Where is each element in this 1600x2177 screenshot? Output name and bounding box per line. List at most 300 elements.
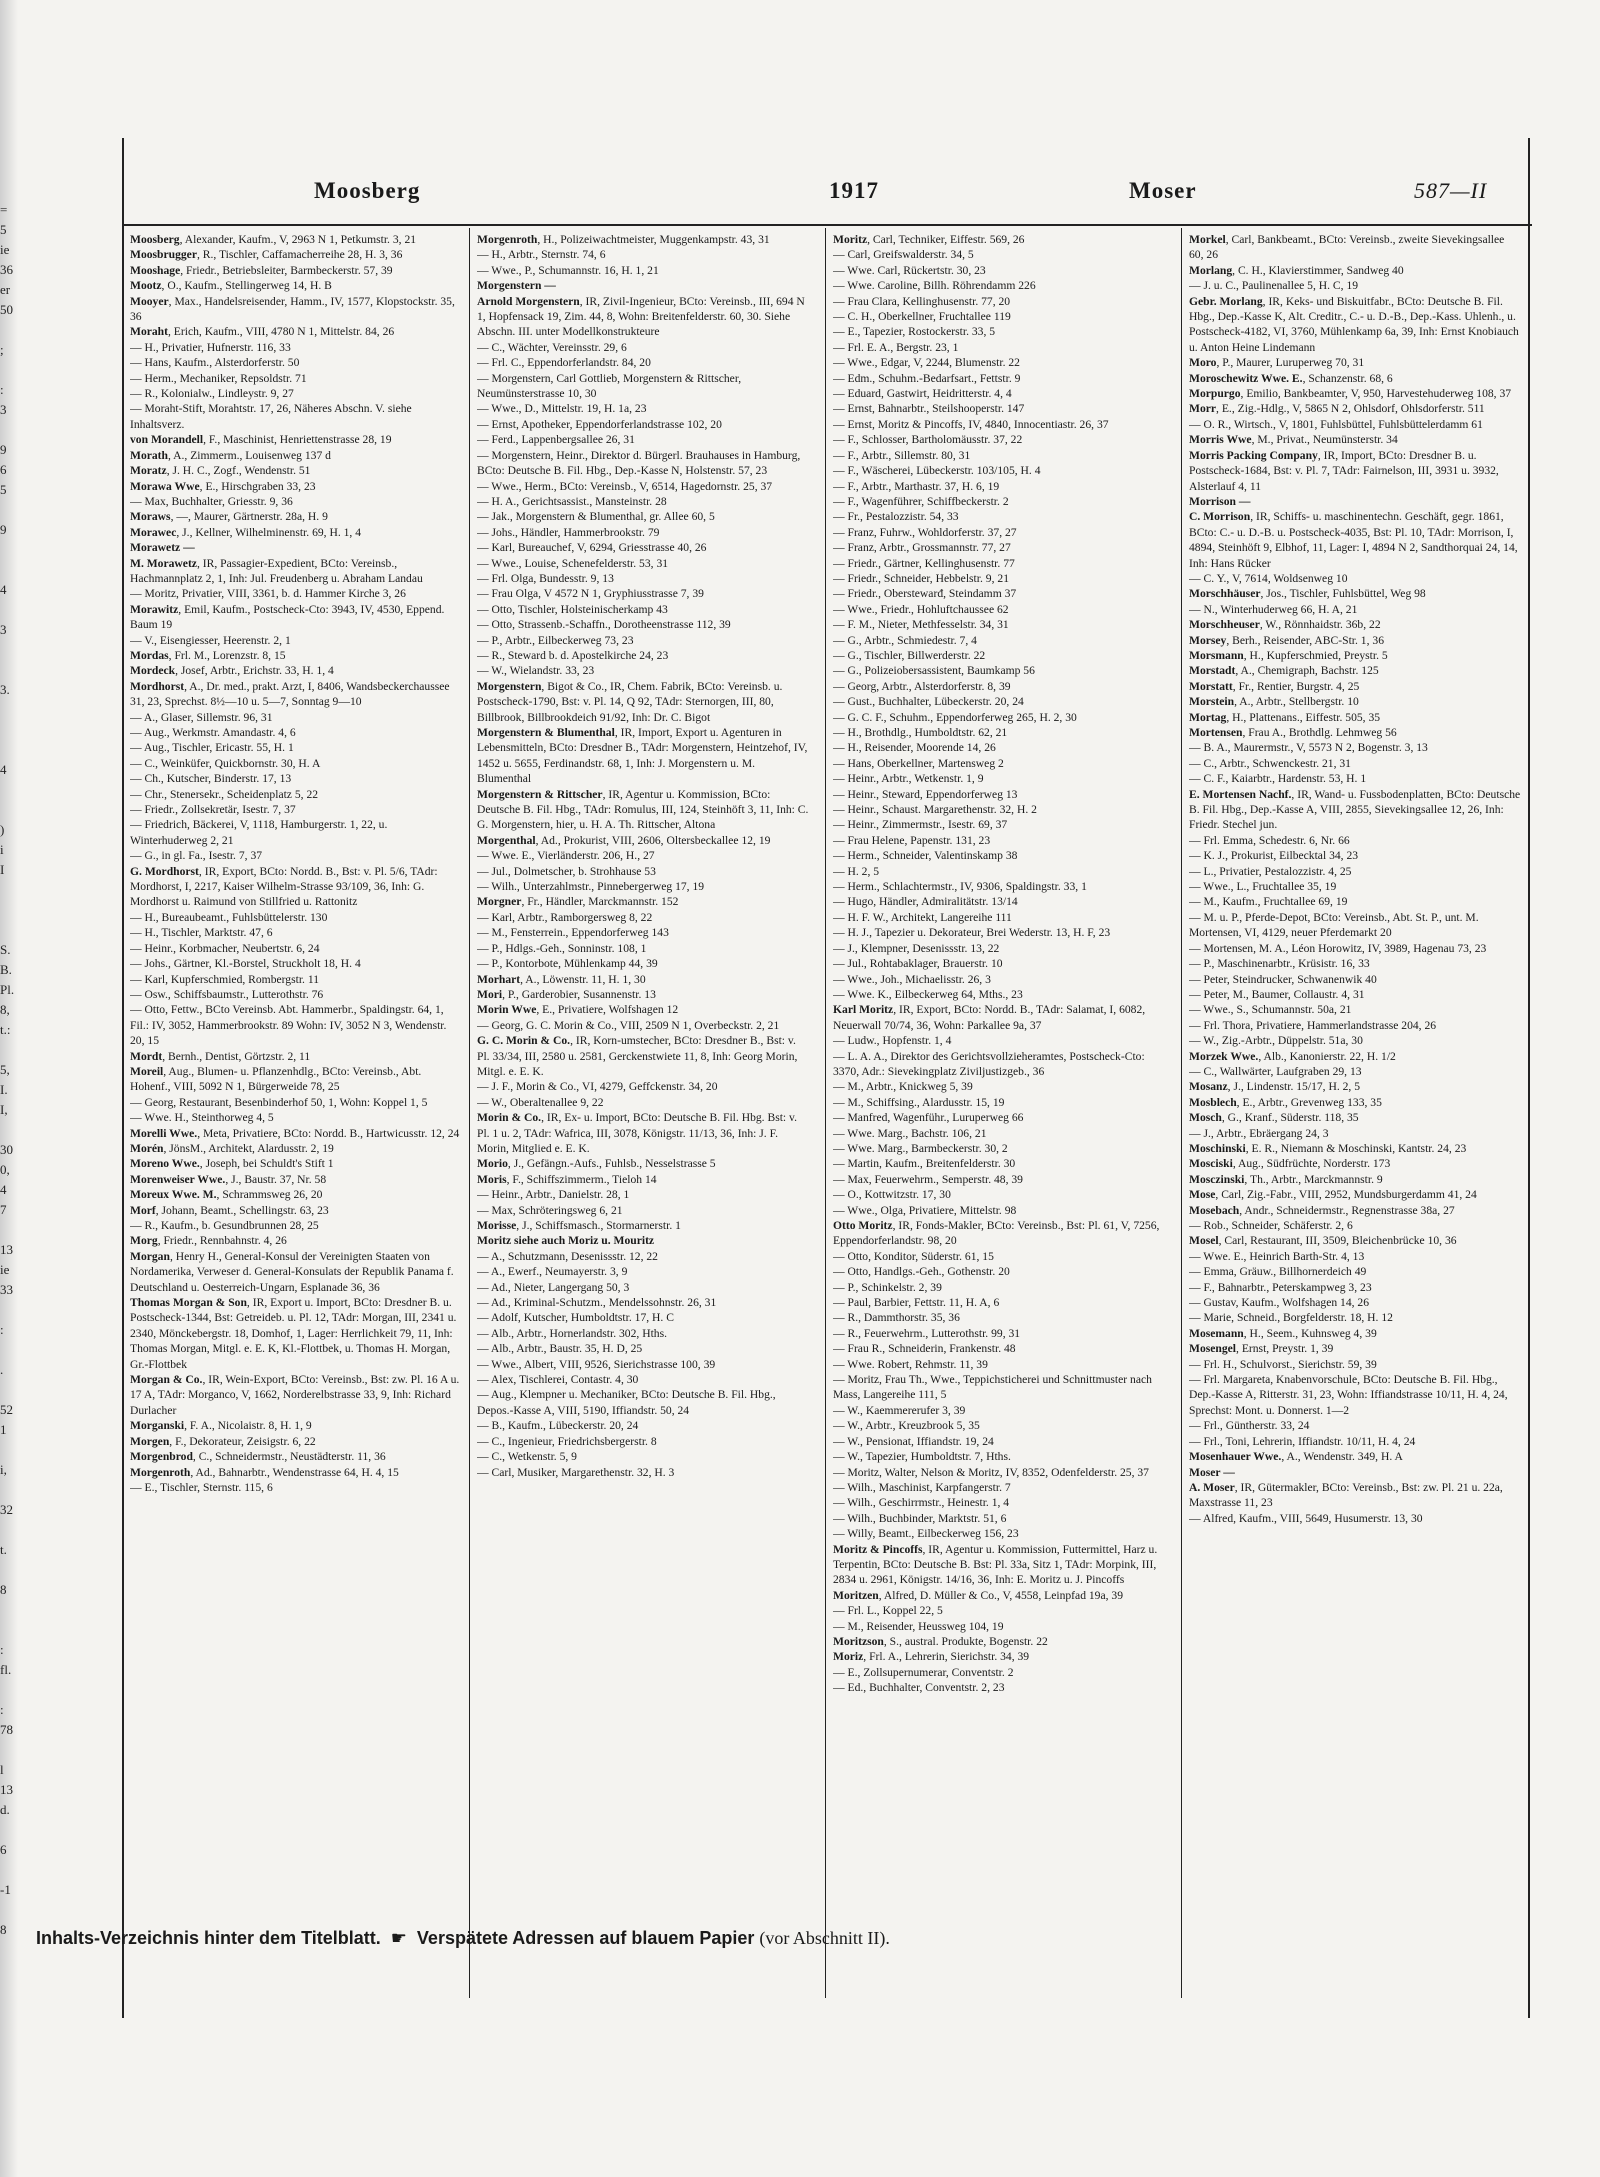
directory-entry: — F., Wäscherei, Lübeckerstr. 103/105, H. 4 — [833, 464, 1041, 478]
directory-entry: Morstadt, A., Chemigraph, Bachstr. 125 — [1189, 664, 1379, 678]
directory-entry: — Wilh., Geschirrmstr., Heinestr. 1, 4 — [833, 1496, 1010, 1510]
directory-entry: — Aug., Tischler, Ericastr. 55, H. 1 — [130, 741, 294, 755]
directory-entry: — Moritz, Privatier, VIII, 3361, b. d. Hammer Kirche 3, 26 — [130, 587, 406, 601]
directory-entry: Mootz, O., Kaufm., Stellingerweg 14, H. B — [130, 279, 332, 293]
directory-entry: — C. H., Oberkellner, Fruchtallee 119 — [833, 310, 1011, 324]
fragment-line — [0, 740, 24, 760]
directory-entry: Moratz, J. H. C., Zogf., Wendenstr. 51 — [130, 464, 311, 478]
fragment-line — [0, 540, 24, 560]
page-number: 587—II — [1414, 178, 1488, 203]
directory-entry: — R., Feuerwehrm., Lutterothstr. 99, 31 — [833, 1326, 1021, 1340]
directory-entry: — Paul, Barbier, Fettstr. 11, H. A, 6 — [833, 1296, 1000, 1310]
directory-entry: Mordas, Frl. M., Lorenzstr. 8, 15 — [130, 648, 286, 662]
footer-index-note: Inhalts-Verzeichnis hinter dem Titelblatt. — [36, 1928, 381, 1948]
directory-entry: — H. F. W., Architekt, Langereihe 111 — [833, 910, 1012, 924]
directory-entry: — H., Arbtr., Sternstr. 74, 6 — [477, 248, 606, 262]
directory-entry: Morschhäuser, Jos., Tischler, Fuhlsbüttel, Weg 98 — [1189, 587, 1426, 601]
fragment-line: I, — [0, 1102, 8, 1117]
pointing-hand-icon: ☛ — [385, 1928, 412, 1948]
directory-entry: Mooshage, Friedr., Betriebsleiter, Barmbeckerstr. 57, 39 — [130, 263, 393, 277]
directory-entry: — R., Dammthorstr. 35, 36 — [833, 1311, 960, 1325]
fragment-line — [0, 880, 24, 900]
directory-entry: — Heinr., Schaust. Margarethenstr. 32, H. 2 — [833, 803, 1037, 817]
directory-entry: — G., Polizeiobersassistent, Baumkamp 56 — [833, 664, 1035, 678]
directory-entry: — Herm., Schneider, Valentinskamp 38 — [833, 849, 1018, 863]
column-1 — [130, 232, 462, 1992]
directory-entry: — Rob., Schneider, Schäferstr. 2, 6 — [1189, 1219, 1353, 1232]
fragment-line: 0, — [0, 1162, 10, 1177]
directory-entry: — J. F., Morin & Co., VI, 4279, Geffckenstr. 34, 20 — [477, 1080, 718, 1094]
directory-entry: — Hans, Kaufm., Alsterdorferstr. 50 — [130, 356, 300, 370]
directory-entry: Morawa Wwe, E., Hirschgraben 33, 23 — [130, 479, 316, 493]
directory-entry: — Wwe., S., Schumannstr. 50a, 21 — [1189, 1003, 1352, 1017]
directory-entry: — L. A. A., Direktor des Gerichtsvollzieheramtes, Postscheck-Cto: 3370, Adr.: Sievekingplatz Ziviljustizgeb., 36 — [833, 1049, 1145, 1078]
directory-entry: — Wwe., D., Mittelstr. 19, H. 1a, 23 — [477, 402, 647, 416]
directory-entry: — Adolf, Kutscher, Humboldtstr. 17, H. C — [477, 1311, 674, 1325]
fragment-line: 3 — [0, 402, 7, 417]
fragment-line — [0, 780, 24, 800]
directory-entry: — O. R., Wirtsch., V, 1801, Fuhlsbüttel, Fuhlsbüttelerdamm 61 — [1189, 417, 1483, 431]
fragment-line — [0, 1680, 24, 1700]
directory-entry: Morawetz — — [130, 541, 195, 555]
fragment-line: 13 — [0, 1782, 13, 1797]
directory-entry: Morgan & Co., IR, Wein-Export, BCto: Vereinsb., Bst: zw. Pl. 16 A u. 17 A, TAdr: Morganco, V, 1662, Norderelbstrasse 33, 9, Inh: Richard Durlacher — [130, 1373, 460, 1417]
fragment-line: ie — [0, 242, 10, 257]
directory-entry: — C. F., Kaiarbtr., Hardenstr. 53, H. 1 — [1189, 772, 1367, 786]
directory-entry: Moser — — [1189, 1465, 1235, 1479]
directory-entry: Morkel, Carl, Bankbeamt., BCto: Vereinsb., zweite Sievekingsallee 60, 26 — [1189, 233, 1505, 262]
fragment-line: d. — [0, 1802, 10, 1817]
directory-entry: Moritz & Pincoffs, IR, Agentur u. Kommission, Futtermittel, Harz u. Terpentin, BCto: Deutsche B. Bst: Pl. 33a, Sitz 1, TAdr: Morpink, III, 2834 u. 2961, Königstr. 14/16, 36, Inh: E. Moritz u. J. Pincoffs — [833, 1542, 1158, 1587]
directory-entry: Morzek Wwe., Alb., Kanonierstr. 22, H. 1/2 — [1189, 1049, 1396, 1063]
fragment-line: 4 — [0, 1182, 7, 1197]
directory-entry: — A., Glaser, Sillemstr. 96, 31 — [130, 710, 273, 724]
directory-entry: von Morandell, F., Maschinist, Henriettenstrasse 28, 19 — [130, 433, 392, 447]
directory-entry: — Friedrich, Bäckerei, V, 1118, Hamburgerstr. 1, 22, u. Winterhuderweg 2, 21 — [130, 818, 388, 847]
directory-entry: — Chr., Stenersekr., Scheidenplatz 5, 22 — [130, 787, 319, 801]
fragment-line: ) — [0, 822, 5, 837]
directory-entry: Morgenbrod, C., Schneidermstr., Neustädterstr. 11, 36 — [130, 1450, 386, 1464]
directory-entry: Moritzson, S., austral. Produkte, Bogenstr. 22 — [833, 1634, 1048, 1648]
directory-entry: — Friedr., Gärtner, Kellinghusenstr. 77 — [833, 556, 1015, 570]
directory-entry: — M., Schiffsing., Alardusstr. 15, 19 — [833, 1095, 1005, 1109]
directory-entry: — J., Arbtr., Ebräergang 24, 3 — [1189, 1126, 1329, 1140]
footer-late-addresses: Verspätete Adressen auf blauem Papier — [416, 1928, 755, 1948]
directory-entry: — K. J., Prokurist, Eilbecktal 34, 23 — [1189, 849, 1359, 863]
fragment-line — [0, 1860, 24, 1880]
fragment-line: B. — [0, 962, 12, 977]
fragment-line: 8, — [0, 1002, 10, 1017]
directory-entry: — H., Privatier, Hufnerstr. 116, 33 — [130, 340, 291, 354]
directory-entry: — Alb., Arbtr., Baustr. 35, H. D, 25 — [477, 1342, 643, 1356]
directory-entry: — Ad., Nieter, Langergang 50, 3 — [477, 1280, 630, 1294]
directory-entry: Morio, J., Gefängn.-Aufs., Fuhlsb., Nesselstrasse 5 — [477, 1157, 716, 1171]
directory-entry: — Wwe., Louise, Schenefelderstr. 53, 31 — [477, 556, 669, 570]
directory-entry: — Alb., Arbtr., Hornerlandstr. 302, Hths. — [477, 1326, 667, 1340]
directory-entry: — Wwe. Robert, Rehmstr. 11, 39 — [833, 1357, 988, 1371]
fragment-line: 9 — [0, 522, 7, 537]
directory-entry: Morenweiser Wwe., J., Baustr. 37, Nr. 58 — [130, 1172, 327, 1186]
directory-entry: — Wilh., Unterzahlmstr., Pinnebergerweg 17, 19 — [477, 880, 705, 894]
fragment-line: : — [0, 1322, 4, 1337]
fragment-line: fl. — [0, 1662, 12, 1677]
directory-entry: — Frau Olga, V 4572 N 1, Gryphiusstrasse 7, 39 — [477, 587, 704, 601]
directory-entry: — H., Tischler, Marktstr. 47, 6 — [130, 926, 273, 940]
fragment-line: 5, — [0, 1062, 10, 1077]
directory-entry: Morelli Wwe., Meta, Privatiere, BCto: Nordd. B., Hartwicusstr. 12, 24 — [130, 1126, 460, 1140]
directory-entry: — Jul., Rohtabaklager, Brauerstr. 10 — [833, 957, 1003, 971]
directory-entry: Morén, JönsM., Architekt, Alardusstr. 2, 19 — [130, 1141, 334, 1155]
directory-entry: — W., Oberaltenallee 9, 22 — [477, 1095, 604, 1109]
page-header — [124, 178, 1532, 218]
directory-entry: Morstatt, Fr., Rentier, Burgstr. 4, 25 — [1189, 679, 1360, 693]
directory-entry: — Wwe., Albert, VIII, 9526, Sierichstrasse 100, 39 — [477, 1357, 716, 1371]
fragment-line — [0, 800, 24, 820]
fragment-line — [0, 1520, 24, 1540]
directory-entry: — M., Reisender, Heussweg 104, 19 — [833, 1619, 1004, 1633]
directory-entry: Thomas Morgan & Son, IR, Export u. Import, BCto: Dresdner B. u. Postscheck-1344, Bst: Getreideb. u. Pl. 12, TAdr: Morgan, III, 2341 u. 2340, Mönckebergstr. 18, Domhof, 1, Lager: Herrlichkeit 79, 11, Inh: Thomas Morgan, Mitgl. e. E. K, Kl.-Flottbek, u. Thomas H. Morgan, Gr.-Flottbek — [130, 1296, 457, 1371]
directory-entry: — Moritz, Frau Th., Wwe., Teppichsticherei und Schnittmuster nach Mass, Langereihe 111, 5 — [833, 1373, 1152, 1402]
directory-entry: Morgen, F., Dekorateur, Zeisigstr. 6, 22 — [130, 1434, 316, 1448]
fragment-line: l — [0, 1762, 4, 1777]
directory-entry: — Ludw., Hopfenstr. 1, 4 — [833, 1034, 952, 1048]
directory-entry: — Jul., Dolmetscher, b. Strohhause 53 — [477, 864, 656, 878]
column-divider — [825, 228, 826, 1998]
directory-entry: — Ernst, Moritz & Pincoffs, IV, 4840, Innocentiastr. 26, 37 — [833, 417, 1109, 431]
directory-entry: Morris Wwe, M., Privat., Neumünsterstr. 34 — [1189, 433, 1398, 447]
directory-entry: — Wwe. Marg., Bachstr. 106, 21 — [833, 1126, 987, 1140]
directory-entry: Moroschewitz Wwe. E., Schanzenstr. 68, 6 — [1189, 371, 1393, 385]
directory-entry: — Frau Helene, Papenstr. 131, 23 — [833, 833, 991, 847]
directory-entry: — Friedr., Zollsekretär, Isestr. 7, 37 — [130, 803, 296, 817]
fragment-line — [0, 660, 24, 680]
directory-page — [124, 140, 1532, 2110]
directory-entry: — Herm., Mechaniker, Repsoldstr. 71 — [130, 371, 307, 385]
column-2 — [477, 232, 809, 1992]
fragment-line: i, — [0, 1462, 7, 1477]
directory-entry: — W., Arbtr., Kreuzbrook 5, 35 — [833, 1419, 980, 1433]
directory-entry: — Wwe., Joh., Michaelisstr. 26, 3 — [833, 972, 991, 986]
fragment-line: : — [0, 1642, 4, 1657]
directory-entry: Mosebach, Andr., Schneidermstr., Regnenstrasse 38a, 27 — [1189, 1203, 1455, 1217]
fragment-line: 50 — [0, 302, 13, 317]
directory-entry: — Georg, Arbtr., Alsterdorferstr. 8, 39 — [833, 679, 1011, 693]
fragment-line: 6 — [0, 462, 7, 477]
directory-entry: — Frl. Thora, Privatiere, Hammerlandstrasse 204, 26 — [1189, 1018, 1437, 1032]
directory-entry: — V., Eisengiesser, Heerenstr. 2, 1 — [130, 633, 291, 647]
directory-entry: Morath, A., Zimmerm., Louisenweg 137 d — [130, 448, 331, 462]
directory-entry: — H., Brothdlg., Humboldtstr. 62, 21 — [833, 726, 1008, 739]
directory-entry: Mordt, Bernh., Dentist, Görtzstr. 2, 11 — [130, 1049, 311, 1063]
directory-entry: — Frl., Güntherstr. 33, 24 — [1189, 1419, 1310, 1433]
directory-entry: — Frl. Margareta, Knabenvorschule, BCto: Deutsche B. Fil. Hbg., Dep.-Kasse A, Ritterstr. 31, 23, Wohn: Iffiandstrasse 10/11, H. 4, 24, Sprechst: Mont. u. Donnerst. 1—2 — [1189, 1373, 1508, 1417]
directory-entry: Moraws, —, Maurer, Gärtnerstr. 28a, H. 9 — [130, 510, 328, 524]
directory-entry: — Wilh., Maschinist, Karpfangerstr. 7 — [833, 1480, 1011, 1494]
directory-entry: — H., Bureaubeamt., Fuhlsbüttelerstr. 130 — [130, 910, 328, 924]
directory-entry: — Wwe. Carl, Rückertstr. 30, 23 — [833, 263, 986, 277]
directory-entry: — Aug., Klempner u. Mechaniker, BCto: Deutsche B. Fil. Hbg., Depos.-Kasse A, VIII, 5190, Iffiandstr. 50, 24 — [477, 1388, 776, 1417]
fragment-line: 8 — [0, 1922, 7, 1937]
directory-entry: — E., Zollsupernumerar, Conventstr. 2 — [833, 1665, 1014, 1679]
directory-entry: C. Morrison, IR, Schiffs- u. maschinentechn. Geschäft, gegr. 1861, BCto: C.- u. D.-B. u. Postscheck-4035, Bst: Pl. 10, TAdr: Morrison, I, 4894, Steinhöft 9, Elbhof, 11, Lager: I, 4894 N 2, Sandthorquai 24, 14, Inh: Hans Rücker — [1189, 510, 1518, 570]
directory-entry: — C. Y., V, 7614, Woldsenweg 10 — [1189, 571, 1348, 585]
directory-entry: Morawitz, Emil, Kaufm., Postscheck-Cto: 3943, IV, 4530, Eppend. Baum 19 — [130, 602, 445, 632]
directory-entry: — A., Ewerf., Neumayerstr. 3, 9 — [477, 1265, 628, 1279]
directory-entry: Morawec, J., Kellner, Wilhelminenstr. 69, H. 1, 4 — [130, 525, 362, 539]
header-first-name: Moosberg — [314, 178, 421, 203]
directory-entry: — Morgenstern, Carl Gottlieb, Morgenstern & Rittscher, Neumünsterstrasse 10, 30 — [477, 371, 742, 401]
directory-entry: — C., Wallwärter, Laufgraben 29, 13 — [1189, 1064, 1362, 1078]
directory-entry: Morisse, J., Schiffsmasch., Stormarnerstr. 1 — [477, 1219, 681, 1232]
directory-entry: Mordeck, Josef, Arbtr., Erichstr. 33, H. 1, 4 — [130, 664, 334, 678]
directory-entry: — Carl, Greifswalderstr. 34, 5 — [833, 248, 974, 262]
directory-entry: — Alfred, Kaufm., VIII, 5649, Husumerstr. 13, 30 — [1189, 1511, 1423, 1525]
directory-entry: — Ernst, Bahnarbtr., Steilshooperstr. 147 — [833, 402, 1025, 416]
directory-entry: — M., Arbtr., Knickweg 5, 39 — [833, 1080, 973, 1094]
directory-entry: Moris, F., Schiffszimmerm., Tieloh 14 — [477, 1172, 657, 1186]
fragment-line — [0, 420, 24, 440]
fragment-line — [0, 1440, 24, 1460]
directory-entry: Morr, E., Zig.-Hdlg., V, 5865 N 2, Ohlsdorf, Ohlsdorferstr. 511 — [1189, 402, 1485, 416]
directory-entry: — Herm., Schlachtermstr., IV, 9306, Spaldingstr. 33, 1 — [833, 880, 1087, 894]
fragment-line: 7 — [0, 1202, 7, 1217]
fragment-line — [0, 640, 24, 660]
directory-entry: Mosciski, Aug., Südfrüchte, Norderstr. 173 — [1189, 1157, 1391, 1171]
directory-entry: — Wwe. H., Steinthorweg 4, 5 — [130, 1111, 274, 1125]
column-4 — [1189, 232, 1521, 1992]
directory-entry: Morgner, Fr., Händler, Marckmannstr. 152 — [477, 895, 679, 909]
directory-entry: — Alex, Tischlerei, Contastr. 4, 30 — [477, 1373, 639, 1387]
header-rule — [124, 224, 1532, 226]
directory-entry: Mordhorst, A., Dr. med., prakt. Arzt, I, 8406, Wandsbeckerchaussee 31, 23, Sprechst. 8½—10 u. 5—7, Sonntag 9—10 — [130, 679, 450, 709]
directory-entry: — Otto, Konditor, Süderstr. 61, 15 — [833, 1249, 994, 1263]
fragment-line — [0, 1480, 24, 1500]
directory-entry: Morrison — — [1189, 494, 1251, 508]
directory-entry: — F. M., Nieter, Methfesselstr. 34, 31 — [833, 618, 1009, 632]
fragment-line: 36 — [0, 262, 13, 277]
directory-entry: Morg, Friedr., Rennbahnstr. 4, 26 — [130, 1234, 287, 1248]
directory-entry: — P., Schinkelstr. 2, 39 — [833, 1280, 942, 1294]
directory-entry: Mosczinski, Th., Arbtr., Marckmannstr. 9 — [1189, 1172, 1383, 1186]
fragment-line — [0, 700, 24, 720]
fragment-line: . — [0, 1362, 4, 1377]
directory-entry: Morgenroth, Ad., Bahnarbtr., Wendenstrasse 64, H. 4, 15 — [130, 1465, 399, 1479]
directory-entry: Mose, Carl, Zig.-Fabr., VIII, 2952, Mundsburgerdamm 41, 24 — [1189, 1188, 1477, 1202]
directory-entry: Morstein, A., Arbtr., Stellbergstr. 10 — [1189, 695, 1359, 709]
directory-entry: — J., Klempner, Desenissstr. 13, 22 — [833, 941, 1000, 955]
directory-entry: Morin Wwe, E., Privatiere, Wolfshagen 12 — [477, 1003, 679, 1017]
fragment-line: I — [0, 862, 5, 877]
directory-entry: — R., Steward b. d. Apostelkirche 24, 23 — [477, 648, 669, 662]
directory-entry: — Otto, Tischler, Holsteinischerkamp 43 — [477, 602, 668, 616]
directory-entry: — Frl. E. A., Bergstr. 23, 1 — [833, 340, 959, 354]
fragment-line — [0, 320, 24, 340]
directory-entry: — Frl. Emma, Schedestr. 6, Nr. 66 — [1189, 833, 1350, 847]
directory-entry: — Frau Clara, Kellinghusenstr. 77, 20 — [833, 294, 1011, 308]
fragment-line — [0, 500, 24, 520]
fragment-line: 32 — [0, 1502, 13, 1517]
directory-entry: Morlang, C. H., Klavierstimmer, Sandweg 40 — [1189, 263, 1404, 277]
directory-entry: — Wwe. E., Heinrich Barth-Str. 4, 13 — [1189, 1249, 1365, 1263]
fragment-line — [0, 1040, 24, 1060]
directory-entry: Moro, P., Maurer, Luruperweg 70, 31 — [1189, 356, 1365, 370]
directory-entry: — Morgenstern, Heinr., Direktor d. Bürgerl. Brauhauses in Hamburg, BCto: Deutsche B. Fil. Hbg., Dep.-Kasse N, Holstenstr. 57, 23 — [477, 448, 801, 478]
directory-entry: G. C. Morin & Co., IR, Korn-umstecher, BCto: Dresdner B., Bst: v. Pl. 33/34, III, 2580 u. 2581, Gerckenstwiete 11, 8, Inh: Georg Morin, Mitgl. e. E. K. — [477, 1034, 798, 1078]
directory-entry: — Wwe. Marg., Barmbeckerstr. 30, 2 — [833, 1141, 1008, 1155]
directory-entry: — Frl. L., Koppel 22, 5 — [833, 1604, 943, 1618]
directory-entry: Morschheuser, W., Rönnhaidstr. 36b, 22 — [1189, 618, 1381, 632]
directory-entry: Morhart, A., Löwenstr. 11, H. 1, 30 — [477, 972, 646, 986]
fragment-line: 9 — [0, 442, 7, 457]
directory-entry: Mosemann, H., Seem., Kuhnsweg 4, 39 — [1189, 1326, 1377, 1340]
directory-entry: — Willy, Beamt., Eilbeckerweg 156, 23 — [833, 1527, 1019, 1541]
directory-entry: — Ad., Kriminal-Schutzm., Mendelssohnstr. 26, 31 — [477, 1296, 717, 1310]
fragment-line: 1 — [0, 1422, 7, 1437]
directory-entry: — N., Winterhuderweg 66, H. A, 21 — [1189, 602, 1358, 616]
column-divider — [469, 228, 470, 1998]
directory-entry: Mortensen, Frau A., Brothdlg. Lehmweg 56 — [1189, 726, 1397, 739]
directory-entry: — E., Tapezier, Rostockerstr. 33, 5 — [833, 325, 996, 339]
fragment-line — [0, 900, 24, 920]
directory-entry: — Moritz, Walter, Nelson & Moritz, IV, 8352, Odenfelderstr. 25, 37 — [833, 1465, 1149, 1479]
directory-entry: — Friedr., Schneider, Hebbelstr. 9, 21 — [833, 571, 1009, 585]
directory-entry: — C., Wetkenstr. 5, 9 — [477, 1450, 577, 1464]
fragment-line — [0, 920, 24, 940]
directory-entry: — W., Zig.-Arbtr., Düppelstr. 51a, 30 — [1189, 1034, 1363, 1048]
page-border-left — [122, 138, 124, 2018]
fragment-line — [0, 1620, 24, 1640]
directory-entry: — Ernst, Apotheker, Eppendorferlandstrasse 102, 20 — [477, 417, 722, 431]
directory-entry: — Wwe. Caroline, Billh. Röhrendamm 226 — [833, 279, 1036, 293]
fragment-line: 3. — [0, 682, 10, 697]
fragment-line — [0, 1340, 24, 1360]
directory-entry: Morin & Co., IR, Ex- u. Import, BCto: Deutsche B. Fil. Hbg. Bst: v. Pl. 1 u. 2, TAdr: Wafrica, III, 3078, Königstr. 11/13, 36, Inh: J. F. Morin, Mitglied e. E. K. — [477, 1111, 797, 1155]
fragment-line: ie — [0, 1262, 10, 1277]
directory-entry: — G., in gl. Fa., Isestr. 7, 37 — [130, 849, 263, 863]
directory-entry: — Friedr., Oberstewarđ, Steindamm 37 — [833, 587, 1017, 601]
fragment-line — [0, 1740, 24, 1760]
directory-entry: Morganski, F. A., Nicolaistr. 8, H. 1, 9 — [130, 1419, 312, 1433]
directory-entry: — Wwe. E., Vierländerstr. 206, H., 27 — [477, 849, 655, 863]
directory-entry: Mosenhauer Wwe., A., Wendenstr. 349, H. A — [1189, 1450, 1403, 1464]
directory-entry: — Franz, Arbtr., Grossmannstr. 77, 27 — [833, 541, 1011, 555]
directory-entry: — Heinr., Steward, Eppendorferweg 13 — [833, 787, 1018, 801]
footer-suffix: (vor Abschnitt II). — [759, 1928, 890, 1948]
fragment-line: S. — [0, 942, 11, 957]
directory-entry: Morgenstern & Rittscher, IR, Agentur u. Kommission, BCto: Deutsche B. Fil. Hbg., TAdr: Romulus, III, 124, Steinhöft 3, 11, Inh: C. G. Morgenstern, hier, u. H. A. Th. Rittscher, Altona — [477, 787, 809, 832]
directory-entry: — W., Pensionat, Iffiandstr. 19, 24 — [833, 1434, 994, 1448]
directory-entry: — J. u. C., Paulinenallee 5, H. C, 19 — [1189, 279, 1359, 293]
directory-entry: — M. u. P., Pferde-Depot, BCto: Vereinsb., Abt. St. P., unt. M. Mortensen, VI, 4129, neuer Pferdemarkt 20 — [1189, 910, 1479, 940]
column-divider — [1181, 228, 1182, 1998]
directory-entry: Morgenstern & Blumenthal, IR, Import, Export u. Agenturen in Lebensmitteln, BCto: Dresdner B., TAdr: Morgenstern, Heintzehof, IV, 1452 u. 5655, Ferdinandstr. 68, 1, Inh: J. Morgenstern u. M. Blumenthal — [477, 726, 808, 786]
directory-entry: Mosengel, Ernst, Preystr. 1, 39 — [1189, 1342, 1334, 1356]
fragment-line: Pl. — [0, 982, 15, 997]
directory-entry: — A., Schutzmann, Desenissstr. 12, 22 — [477, 1249, 658, 1263]
fragment-line: 52 — [0, 1402, 13, 1417]
fragment-line: 13 — [0, 1242, 13, 1257]
directory-entry: — F., Wagenführer, Schiffbeckerstr. 2 — [833, 494, 1009, 508]
directory-entry: Morgenstern — — [477, 279, 556, 293]
directory-entry: — Franz, Fuhrw., Wohldorferstr. 37, 27 — [833, 525, 1017, 539]
directory-entry: — C., Wächter, Vereinsstr. 29, 6 — [477, 340, 627, 354]
directory-entry: — R., Kolonialw., Lindleystr. 9, 27 — [130, 387, 294, 401]
directory-entry: — E., Tischler, Sternstr. 115, 6 — [130, 1480, 273, 1494]
fragment-line: 3 — [0, 622, 7, 637]
directory-entry: — Otto, Fettw., BCto Vereinsb. Abt. Hammerbr., Spaldingstr. 64, 1, Fil.: IV, 3052, Hammerbrookstr. 89 Wohn: IV, 3052 N 3, Wendenstr. 20, 15 — [130, 1003, 447, 1048]
directory-entry: — Karl, Bureauchef, V, 6294, Griesstrasse 40, 26 — [477, 541, 707, 555]
directory-entry: — M., Fensterrein., Eppendorferweg 143 — [477, 926, 669, 940]
fragment-line: t.: — [0, 1022, 11, 1037]
fragment-line — [0, 1380, 24, 1400]
directory-entry: — Frau R., Schneiderin, Frankenstr. 48 — [833, 1342, 1016, 1356]
directory-entry: Morgan, Henry H., General-Konsul der Vereinigten Staaten von Nordamerika, Verweser d. General-Konsulats der Republik Panama f. Deutschland u. Oesterreich-Ungarn, Esplanade 36, 36 — [130, 1249, 454, 1294]
directory-entry: — P., Arbtr., Eilbeckerweg 73, 23 — [477, 633, 634, 647]
fragment-line: 33 — [0, 1282, 13, 1297]
directory-entry: — Osw., Schiffsbaumstr., Lutterothstr. 76 — [130, 987, 324, 1001]
directory-entry: — O., Kottwitzstr. 17, 30 — [833, 1188, 951, 1202]
directory-entry: — Max, Schröteringsweg 6, 21 — [477, 1203, 623, 1217]
fragment-line: 4 — [0, 582, 7, 597]
directory-entry: — C., Arbtr., Schwenckestr. 21, 31 — [1189, 756, 1351, 770]
directory-entry: — Peter, M., Baumer, Collaustr. 4, 31 — [1189, 987, 1365, 1001]
directory-entry: — Ed., Buchhalter, Conventstr. 2, 23 — [833, 1681, 1005, 1695]
directory-entry: — Otto, Strassenb.-Schaffn., Dorotheenstrasse 112, 39 — [477, 618, 731, 632]
directory-entry: — B., Kaufm., Lübeckerstr. 20, 24 — [477, 1419, 639, 1433]
directory-entry: — Wwe. K., Eilbeckerweg 64, Mths., 23 — [833, 987, 1023, 1001]
directory-entry: — Mortensen, M. A., Léon Horowitz, IV, 3989, Hagenau 73, 23 — [1189, 941, 1487, 955]
directory-entry: — Heinr., Arbtr., Wetkenstr. 1, 9 — [833, 772, 984, 786]
directory-entry: — Edm., Schuhm.-Bedarfsart., Fettstr. 9 — [833, 371, 1021, 385]
fragment-line — [0, 600, 24, 620]
fragment-line: : — [0, 382, 4, 397]
directory-entry: — H. A., Gerichtsassist., Mansteinstr. 28 — [477, 494, 667, 508]
directory-entry: Karl Moritz, IR, Export, BCto: Nordd. B., TAdr: Salamat, I, 6082, Neuerwall 70/74, 36, Wohn: Parkallee 9a, 37 — [833, 1003, 1146, 1032]
fragment-line — [0, 360, 24, 380]
directory-entry: M. Morawetz, IR, Passagier-Expedient, BCto: Vereinsb., Hachmannplatz 2, 1, Inh: Jul. Freudenberg u. Abraham Landau — [130, 556, 423, 585]
directory-entry: Morsey, Berh., Reisender, ABC-Str. 1, 36 — [1189, 633, 1384, 647]
directory-entry: Morgenthal, Ad., Prokurist, VIII, 2606, Oltersbeckallee 12, 19 — [477, 833, 771, 847]
directory-entry: Moritz, Carl, Techniker, Eiffestr. 569, 26 — [833, 233, 1025, 246]
column-3 — [833, 232, 1165, 1992]
directory-entry: Morpurgo, Emilio, Bankbeamter, V, 950, Harvestehuderweg 108, 37 — [1189, 387, 1512, 401]
directory-entry: — Wwe., Herm., BCto: Vereinsb., V, 6514, Hagedornstr. 25, 37 — [477, 479, 773, 493]
directory-entry: — L., Privatier, Pestalozzistr. 4, 25 — [1189, 864, 1352, 878]
directory-entry: Moreil, Aug., Blumen- u. Pflanzenhdlg., BCto: Vereinsb., Abt. Hohenf., VIII, 5092 N 1, Bürgerweide 78, 25 — [130, 1064, 422, 1094]
directory-entry: — W., Kaemmererufer 3, 39 — [833, 1403, 966, 1417]
directory-entry: — W., Wielandstr. 33, 23 — [477, 664, 595, 678]
directory-entry: — P., Hdlgs.-Geh., Sonninstr. 108, 1 — [477, 941, 647, 955]
directory-entry: — Manfred, Wagenführ., Luruperweg 66 — [833, 1111, 1024, 1125]
directory-entry: Mooyer, Max., Handelsreisender, Hamm., IV, 1577, Klopstockstr. 35, 36 — [130, 294, 455, 324]
fragment-line: 8 — [0, 1582, 7, 1597]
directory-entry: — Wwe., L., Fruchtallee 35, 19 — [1189, 880, 1337, 894]
directory-entry: — Max, Feuerwehrm., Semperstr. 48, 39 — [833, 1172, 1023, 1186]
fragment-line: t. — [0, 1542, 7, 1557]
directory-entry: — P., Kontorbote, Mühlenkamp 44, 39 — [477, 957, 658, 971]
directory-entry: — Ch., Kutscher, Binderstr. 17, 13 — [130, 772, 292, 786]
directory-entry: — Hugo, Händler, Admiralitätstr. 13/14 — [833, 895, 1018, 909]
fragment-line — [0, 1600, 24, 1620]
fragment-line: 30 — [0, 1142, 13, 1157]
fragment-line — [0, 1300, 24, 1320]
directory-entry: — Wwe., Olga, Privatiere, Mittelstr. 98 — [833, 1203, 1017, 1217]
directory-entry: — Heinr., Korbmacher, Neubertstr. 6, 24 — [130, 941, 320, 955]
directory-entry: Mosch, G., Kranf., Süderstr. 118, 35 — [1189, 1111, 1359, 1125]
directory-entry: — Gustav, Kaufm., Wolfshagen 14, 26 — [1189, 1296, 1370, 1310]
page-footer — [36, 1928, 1416, 1949]
directory-entry: Moreno Wwe., Joseph, bei Schuldt's Stift 1 — [130, 1157, 334, 1171]
